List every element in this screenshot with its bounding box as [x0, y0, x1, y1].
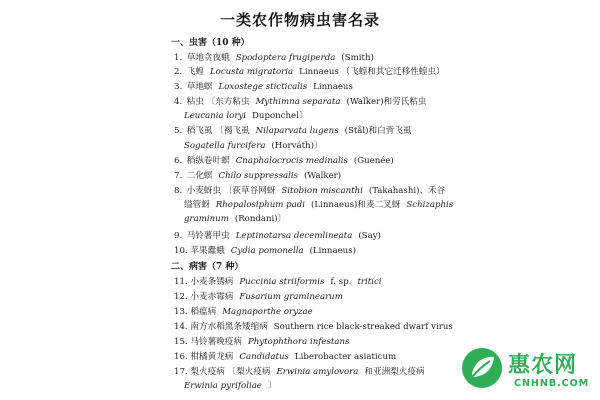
scientific-name: Leucania loryi	[184, 111, 247, 121]
list-item	[174, 126, 412, 137]
scientific-name: tritici	[357, 277, 382, 287]
scientific-name: Sitobion miscanthi	[281, 186, 363, 196]
list-item	[174, 352, 396, 363]
section-heading-diseases: 二、病害（7 种）	[171, 262, 244, 272]
item-number: 17.	[174, 367, 188, 377]
list-item-continuation	[184, 200, 453, 211]
list-item	[174, 322, 453, 333]
item-text: 草地螟	[186, 82, 213, 92]
item-number: 4.	[174, 97, 183, 107]
list-item	[174, 186, 445, 197]
item-text: f. sp.	[330, 277, 352, 287]
list-item	[174, 246, 356, 257]
item-text: (Smith)	[341, 53, 374, 63]
scientific-name: Rhopalosiphum padi	[215, 200, 306, 210]
scientific-name: Loxostege sticticalis	[218, 82, 308, 92]
item-text: Southern rice black-streaked dwarf virus	[273, 322, 453, 332]
item-number: 15.	[174, 337, 188, 347]
watermark-name: 惠农网	[508, 353, 578, 378]
scientific-name: Nilaparvata lugens	[255, 126, 339, 136]
list-item-continuation	[184, 141, 323, 152]
watermark-logo	[460, 344, 592, 396]
item-text: (Walker)	[304, 171, 342, 181]
list-item	[174, 277, 382, 288]
scientific-name: Cydia pomonella	[230, 246, 304, 256]
item-text: 缢管蚜	[184, 200, 210, 210]
scientific-name: Leptinotarsa decemlineata	[235, 231, 353, 241]
list-item	[174, 156, 394, 167]
item-text: 南方水稻黑条矮缩病	[190, 322, 268, 332]
item-text: Liberobacter asiaticum	[294, 352, 397, 362]
item-text: (Stål)和白背飞虱	[344, 126, 412, 136]
item-text: 梨火疫病 〔梨火疫病	[190, 367, 271, 377]
list-item	[174, 307, 313, 318]
item-text: 和亚洲梨火疫病	[364, 367, 425, 377]
item-text: Linnaeus （飞蝗和其它迁移性蝗虫）	[299, 67, 445, 77]
scientific-name: Cnaphalocrocis medinalis	[235, 156, 348, 166]
scientific-name: Spodoptera frugiperda	[235, 53, 336, 63]
scientific-name: Mythimna separata	[255, 97, 341, 107]
section-heading-pests: 一、虫害（10 种）	[171, 38, 250, 48]
item-number: 8.	[174, 186, 183, 196]
item-text: 马铃薯甲虫	[186, 231, 230, 241]
list-item	[174, 97, 427, 108]
list-item	[174, 367, 425, 378]
item-number: 12.	[174, 292, 188, 302]
scientific-name: Phytophthora infestans	[247, 337, 350, 347]
scientific-name: Locusta migratoria	[209, 67, 294, 77]
item-number: 7.	[174, 171, 183, 181]
list-item	[174, 337, 349, 348]
item-text: 马铃薯晚疫病	[190, 337, 242, 347]
scientific-name: Erwinia pyrifoliae	[184, 381, 262, 391]
list-item	[174, 53, 374, 64]
item-number: 10.	[174, 246, 188, 256]
item-text: 苹果蠹蛾	[190, 246, 225, 256]
scientific-name: Puccinia striiformis	[239, 277, 325, 287]
item-number: 14.	[174, 322, 188, 332]
item-text: 飞蝗	[186, 67, 204, 77]
item-text: 稻瘟病	[190, 307, 217, 317]
item-text: 粘虫 〔东方粘虫	[186, 97, 250, 107]
page-title: 一类农作物病虫害名录	[219, 11, 380, 29]
scientific-name: graminum	[184, 214, 229, 224]
item-text: (Linnaeus)	[309, 246, 356, 256]
item-text: (Rondani)〕	[234, 214, 287, 224]
scientific-name: Magnaporthe oryzae	[222, 307, 313, 317]
leaf-logo-icon	[460, 346, 504, 390]
item-text: (Say)	[358, 231, 381, 241]
item-text: (Takahashi)、禾谷	[368, 186, 446, 196]
item-text: 草地贪夜蛾	[186, 53, 230, 63]
item-text: 小麦蚜虫 〔荻草谷网蚜	[186, 186, 276, 196]
list-item	[174, 171, 341, 182]
item-text: 〕	[267, 381, 277, 391]
item-text: (Guenée)	[353, 156, 394, 166]
item-text: 二化螟	[186, 171, 213, 181]
item-text: 稻纵卷叶螟	[186, 156, 230, 166]
item-number: 9.	[174, 231, 183, 241]
item-number: 2.	[174, 67, 183, 77]
scientific-name: Chilo suppressalis	[218, 171, 299, 181]
scientific-name: Fusarium graminearum	[239, 292, 343, 302]
item-text: 稻飞虱 〔褐飞虱	[186, 126, 250, 136]
item-number: 11.	[174, 277, 188, 287]
list-item-continuation	[184, 214, 286, 225]
item-number: 3.	[174, 82, 183, 92]
item-number: 13.	[174, 307, 188, 317]
list-item	[174, 82, 353, 93]
scientific-name: Candidatus	[239, 352, 289, 362]
item-text: 柑橘黄龙病	[190, 352, 234, 362]
item-text: 小麦赤霉病	[190, 292, 234, 302]
item-text: (Horváth)〕	[271, 141, 323, 151]
item-number: 1.	[174, 53, 183, 63]
item-number: 16.	[174, 352, 188, 362]
list-item	[174, 292, 343, 303]
item-number: 6.	[174, 156, 183, 166]
watermark-url: CNHNB.COM	[514, 378, 590, 389]
scientific-name: Erwinia amylovora	[276, 367, 359, 377]
item-text: 小麦条锈病	[190, 277, 234, 287]
item-text: Linnaeus	[313, 82, 353, 92]
list-item	[174, 67, 445, 78]
item-text: (Linnaeus)和麦二叉蚜	[311, 200, 401, 210]
list-item-continuation	[184, 111, 307, 122]
scientific-name: Sogatella furcifera	[184, 141, 266, 151]
item-text: (Walker)和劳氏粘虫	[346, 97, 427, 107]
item-number: 5.	[174, 126, 183, 136]
list-item	[174, 231, 381, 242]
scientific-name: Schizaphis	[406, 200, 454, 210]
item-text: Duponchel〕	[252, 111, 308, 121]
list-item-continuation	[184, 381, 277, 392]
